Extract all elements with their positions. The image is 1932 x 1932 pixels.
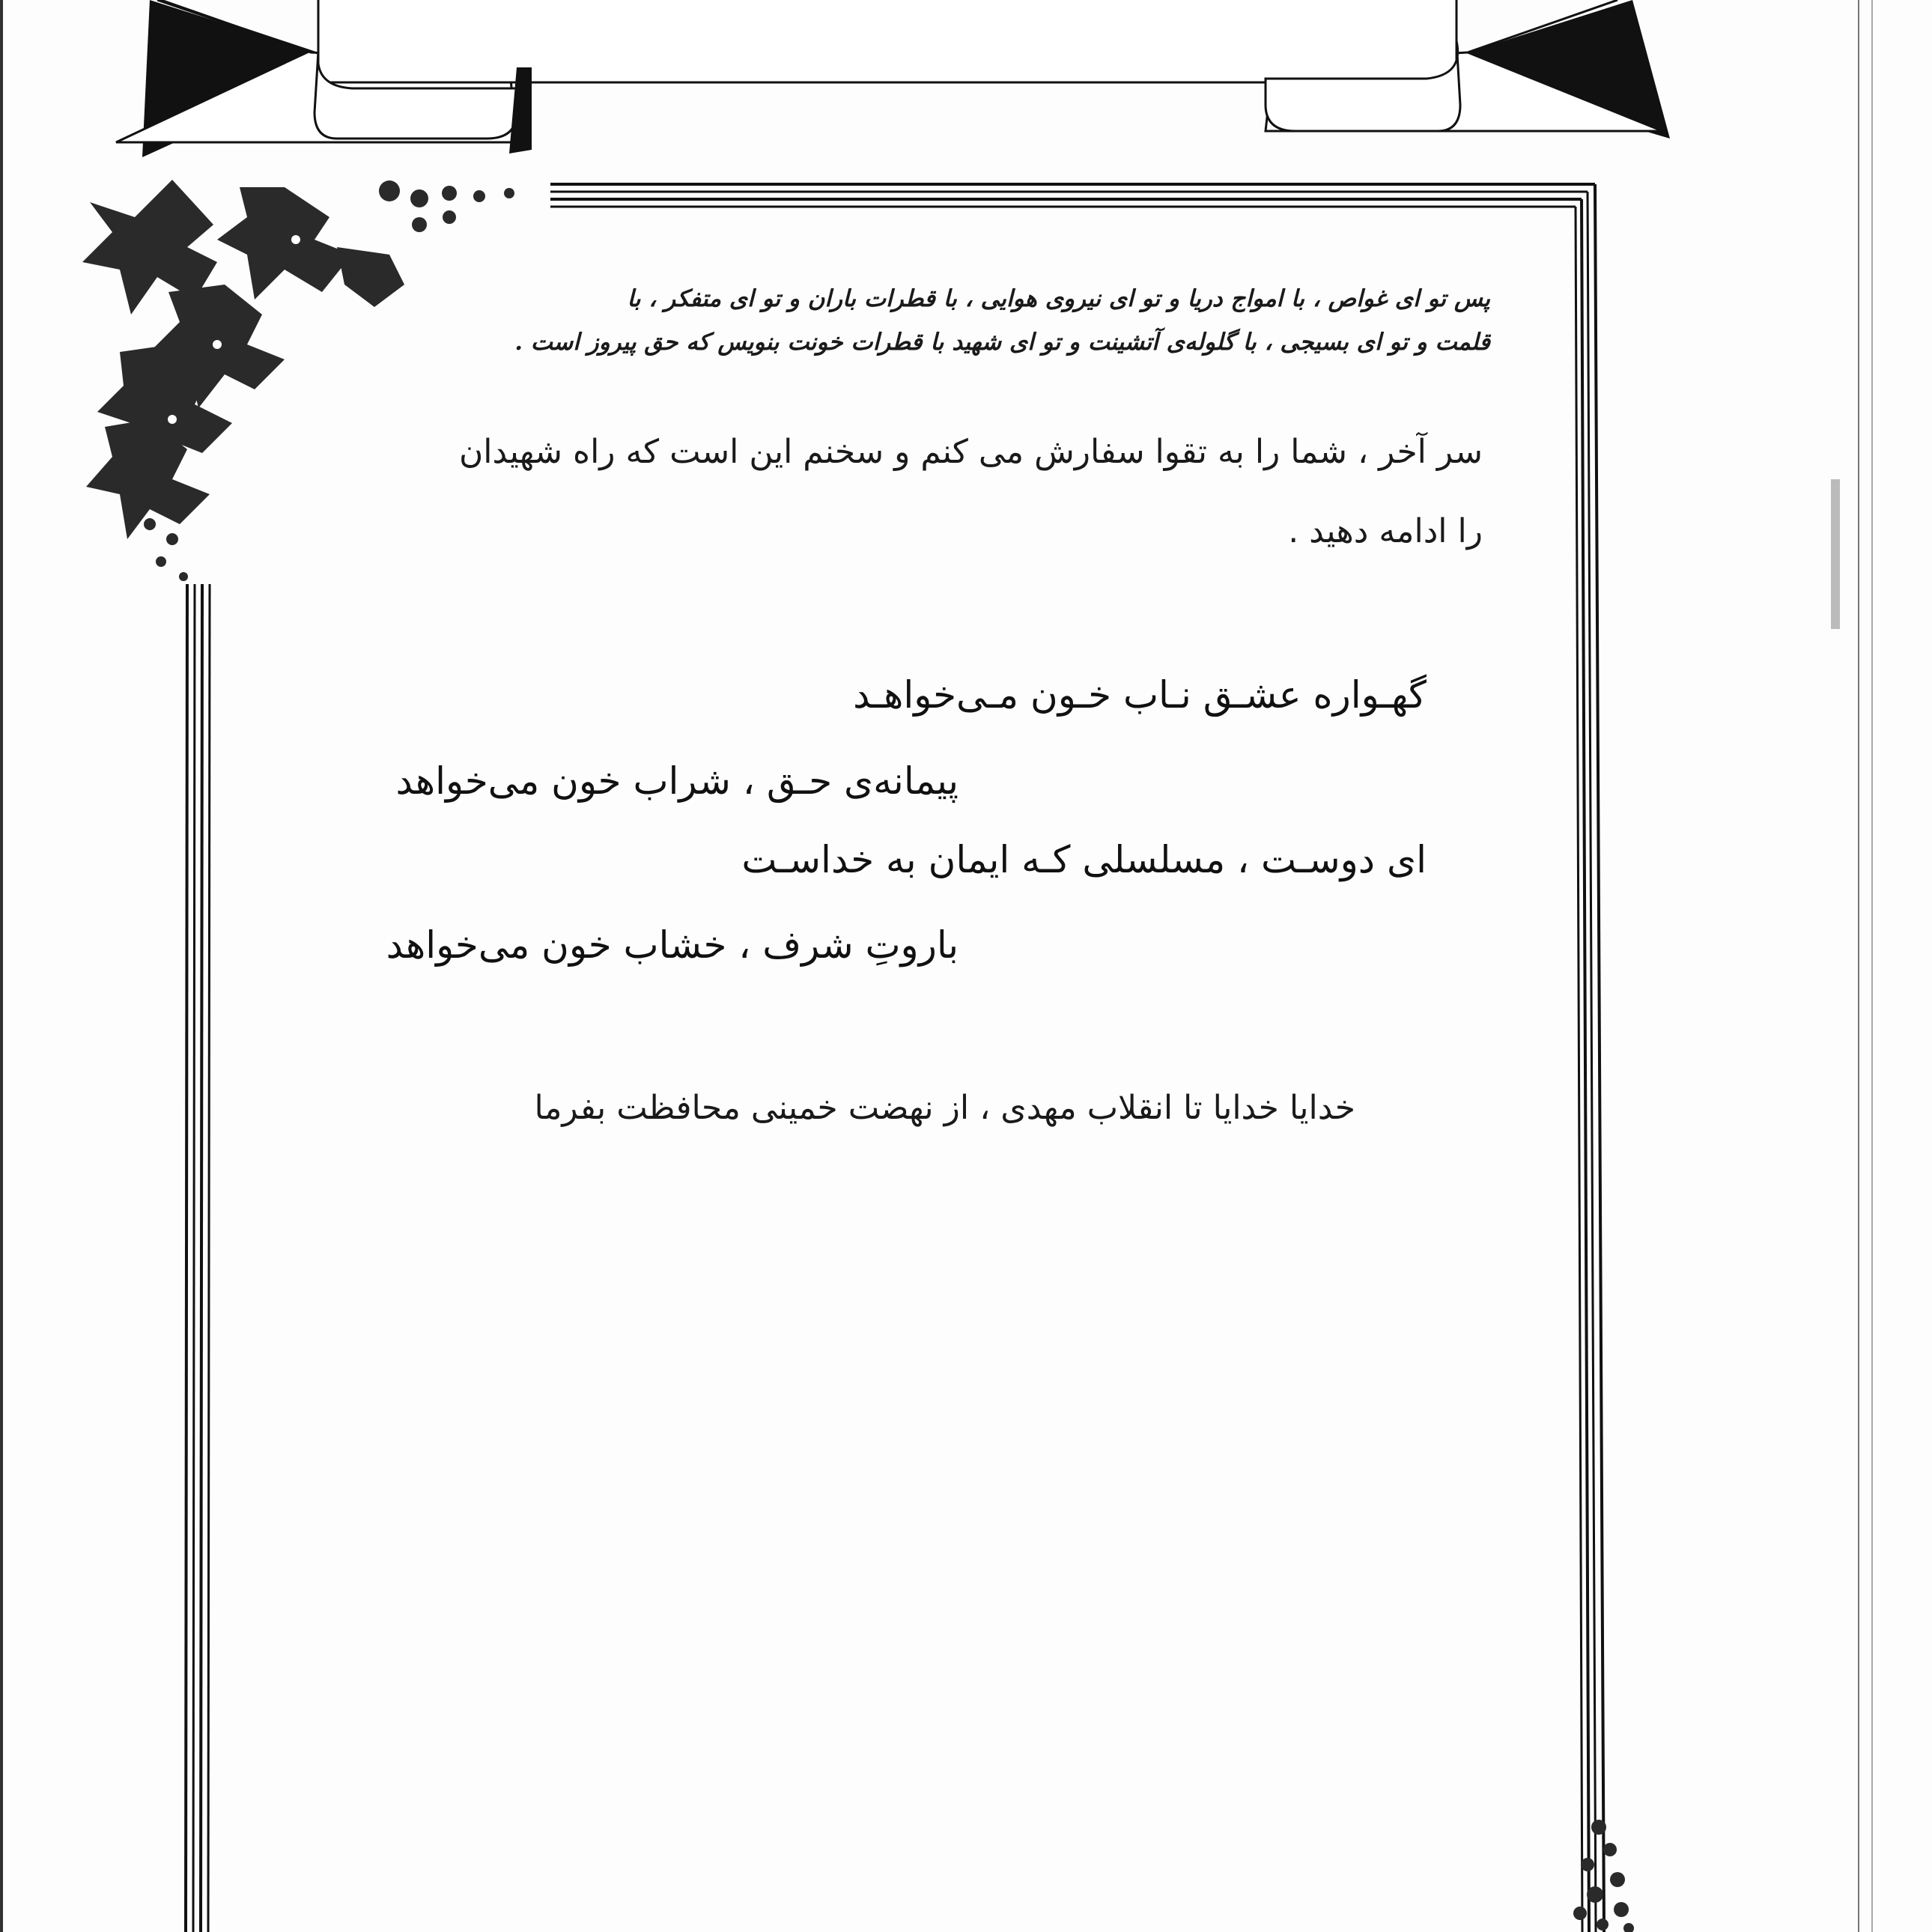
paragraph-line-1: سر آخر ، شما را به تقوا سفارش می کنم و سخنم این است که راه شهیدان	[458, 433, 1483, 471]
poem-line-3: ای دوسـت ، مسلسلی کـه ایمان به خداسـت	[741, 838, 1427, 881]
paragraph-line-2: را ادامه دهید .	[1288, 512, 1483, 550]
intro-line-1: پس تو ای غواص ، با امواج دریا و تو ای نیروی هوایی ، با قطرات باران و تو ای متفکر ، با	[627, 285, 1490, 312]
poem-line-4: باروتِ شرف ، خشاب خون می‌خواهد	[386, 923, 959, 967]
closing-prayer: خدایا خدایا تا انقلاب مهدی ، از نهضت خمینی محافظت بفرما	[534, 1089, 1355, 1127]
poem-line-1: گهـواره عشـق نـاب خـون مـی‌خواهـد	[853, 673, 1427, 717]
ribbon-banner-icon	[116, 0, 1670, 157]
poem-line-2: پیمانه‌ی حـق ، شراب خون می‌خواهد	[395, 759, 959, 803]
intro-paragraph	[427, 277, 1490, 364]
main-paragraph	[359, 430, 1483, 554]
intro-line-2: قلمت و تو ای بسیجی ، با گلوله‌ی آتشینت و تو ای شهید با قطرات خونت بنویس که حق پیروز است .	[514, 329, 1490, 356]
